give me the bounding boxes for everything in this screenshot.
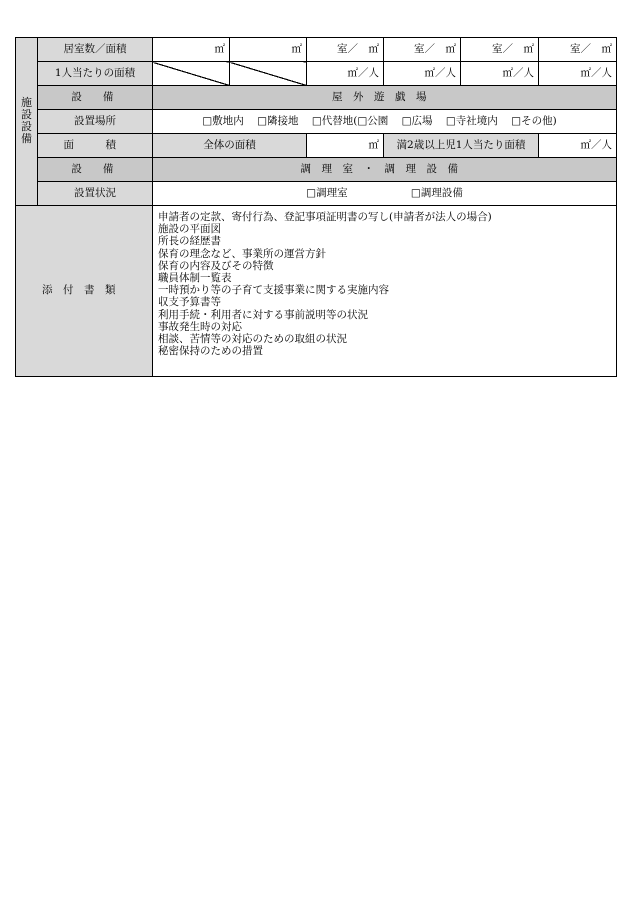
attachments-list	[153, 206, 617, 377]
attachment-item: 事故発生時の対応	[158, 320, 242, 333]
attachment-item: 施設の平面図	[158, 223, 221, 236]
attachment-item: 保育の理念など、事業所の運営方針	[158, 247, 326, 260]
sqm-unit: ㎡	[291, 42, 302, 55]
total-area-label: 全体の面積	[153, 134, 307, 158]
rooms-area-cell-3[interactable]	[307, 38, 384, 62]
sqm-unit: ㎡	[601, 42, 612, 55]
per-person-cell-4[interactable]: ㎡／人	[384, 62, 461, 86]
room-unit: 室／	[414, 42, 435, 55]
attachments-label: 添付書類	[16, 206, 153, 377]
option-kitchen-room[interactable]: □調理室	[306, 186, 348, 199]
installation-status-label: 設置状況	[38, 182, 153, 206]
room-unit: 室／	[337, 42, 358, 55]
sqm-unit: ㎡	[445, 42, 456, 55]
outdoor-playground-heading: 屋外遊戯場	[153, 86, 617, 110]
location-option-other[interactable]: □その他)	[511, 114, 557, 127]
facility-table	[15, 37, 617, 206]
attachment-item: 利用手続・利用者に対する事前説明等の状況	[158, 308, 368, 321]
location-option-plaza[interactable]: □広場	[401, 114, 433, 127]
cooking-equipment-label: 設 備	[38, 158, 153, 182]
location-label: 設置場所	[38, 110, 153, 134]
rooms-area-cell-5[interactable]	[461, 38, 539, 62]
diagonal-blank-cell-1	[153, 62, 230, 86]
installation-status-options	[153, 182, 617, 206]
attachment-item: 申請者の定款、寄付行為、登記事項証明書の写し(申請者が法人の場合)	[158, 211, 492, 223]
room-unit: 室／	[492, 42, 513, 55]
attachment-item: 保育の内容及びその特徴	[158, 259, 274, 272]
over2-per-person-value[interactable]: ㎡／人	[539, 134, 617, 158]
location-option-adjacent[interactable]: □隣接地	[257, 114, 299, 127]
option-cooking-equipment[interactable]: □調理設備	[410, 186, 463, 199]
rooms-area-cell-2[interactable]	[230, 38, 307, 62]
attachments-table	[15, 205, 617, 377]
rooms-area-cell-6[interactable]	[539, 38, 617, 62]
diagonal-blank-cell-2	[230, 62, 307, 86]
attachment-item: 収支予算書等	[158, 296, 221, 309]
sqm-unit: ㎡	[368, 42, 379, 55]
per-person-cell-3[interactable]: ㎡／人	[307, 62, 384, 86]
location-option-temple[interactable]: □寺社境内	[445, 114, 498, 127]
sqm-unit: ㎡	[523, 42, 534, 55]
rooms-area-label: 居室数／面積	[38, 38, 153, 62]
application-form-sheet	[15, 37, 616, 377]
attachment-item: 相談、苦情等の対応のための取組の状況	[158, 333, 347, 346]
section-label-facility: 施設設備	[16, 38, 38, 206]
outdoor-equipment-label: 設 備	[38, 86, 153, 110]
room-unit: 室／	[570, 42, 591, 55]
over2-per-person-label: 満2歳以上児1人当たり面積	[384, 134, 539, 158]
attachment-item: 職員体制一覧表	[158, 272, 232, 285]
location-option-substitute-park[interactable]: □代替地(□公園	[311, 114, 389, 127]
rooms-area-cell-4[interactable]	[384, 38, 461, 62]
per-person-area-label: 1人当たりの面積	[38, 62, 153, 86]
total-area-value[interactable]: ㎡	[307, 134, 384, 158]
location-option-on-site[interactable]: □敷地内	[202, 114, 244, 127]
sqm-unit: ㎡	[214, 42, 225, 55]
location-options	[153, 110, 617, 134]
rooms-area-cell-1[interactable]	[153, 38, 230, 62]
attachment-item: 一時預かり等の子育て支援事業に関する実施内容	[158, 284, 389, 297]
per-person-cell-6[interactable]: ㎡／人	[539, 62, 617, 86]
cooking-facilities-heading: 調理室・調理設備	[153, 158, 617, 182]
area-label: 面 積	[38, 134, 153, 158]
per-person-cell-5[interactable]: ㎡／人	[461, 62, 539, 86]
attachment-item: 所長の経歴書	[158, 235, 221, 248]
attachment-item: 秘密保持のための措置	[158, 345, 263, 358]
